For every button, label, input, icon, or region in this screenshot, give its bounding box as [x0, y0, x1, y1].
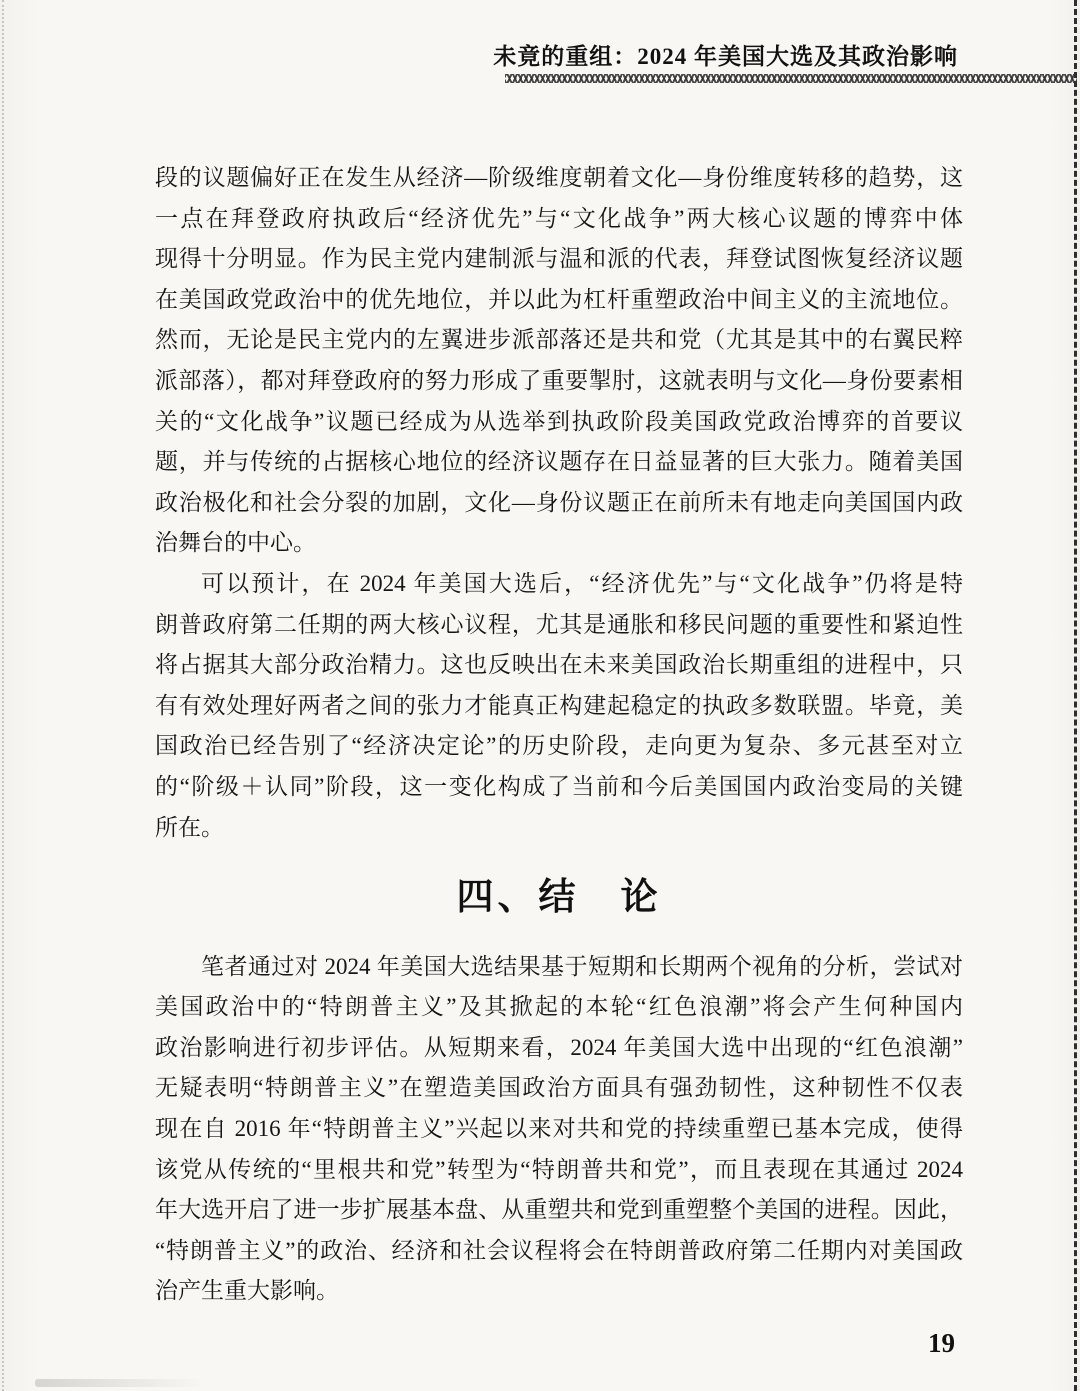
paragraph-forecast — [155, 564, 963, 848]
text-line: 一点在拜登政府执政后“经济优先”与“文化战争”两大核心议题的博弈中体 — [155, 205, 963, 231]
text-line: 关的“文化战争”议题已经成为从选举到执政阶段美国政党政治博弈的首要议 — [155, 408, 963, 434]
scan-artifact-shadow — [35, 1379, 205, 1387]
text-line: 无疑表明“特朗普主义”在塑造美国政治方面具有强劲韧性，这种韧性不仅表 — [155, 1075, 963, 1101]
text-line: 题，并与传统的占据核心地位的经济议题存在日益显著的巨大张力。随着美国 — [155, 449, 963, 475]
text-line: 有有效处理好两者之间的张力才能真正构建起稳定的执政多数联盟。毕竟，美 — [155, 692, 963, 718]
text-line: 的“阶级＋认同”阶段，这一变化构成了当前和今后美国国内政治变局的关键 — [155, 773, 963, 799]
text-line: 笔者通过对 2024 年美国大选结果基于短期和长期两个视角的分析，尝试对 — [201, 953, 963, 979]
text-line: 派部落），都对拜登政府的努力形成了重要掣肘，这就表明与文化—身份要素相 — [155, 367, 963, 393]
text-line: 政治影响进行初步评估。从短期来看，2024 年美国大选中出现的“红色浪潮” — [155, 1034, 963, 1060]
text-line: 政治极化和社会分裂的加剧，文化—身份议题正在前所未有地走向美国国内政 — [155, 489, 963, 515]
text-line: 所在。 — [155, 814, 224, 840]
text-line: 该党从传统的“里根共和党”转型为“特朗普共和党”，而且表现在其通过 2024 — [155, 1156, 963, 1182]
text-line: 朗普政府第二任期的两大核心议程，尤其是通胀和移民问题的重要性和紧迫性 — [155, 611, 963, 637]
text-line: 年大选开启了进一步扩展基本盘、从重塑共和党到重塑整个美国的进程。因此， — [155, 1197, 963, 1223]
text-line: 现在自 2016 年“特朗普主义”兴起以来对共和党的持续重塑已基本完成，使得 — [155, 1116, 963, 1142]
text-line: 然而，无论是民主党内的左翼进步派部落还是共和党（尤其是其中的右翼民粹 — [155, 327, 963, 353]
text-line: 治舞台的中心。 — [155, 530, 316, 556]
paragraph-continuation — [155, 158, 963, 564]
scan-edge-left — [2, 0, 4, 1391]
text-line: “特朗普主义”的政治、经济和社会议程将会在特朗普政府第二任期内对美国政 — [155, 1237, 963, 1263]
section-heading-conclusion: 四、结 论 — [456, 877, 662, 919]
text-line: 国政治已经告别了“经济决定论”的历史阶段，走向更为复杂、多元甚至对立 — [155, 733, 963, 759]
page-number: 19 — [928, 1328, 955, 1358]
header-decorative-rule — [505, 74, 1077, 83]
text-line: 段的议题偏好正在发生从经济—阶级维度朝着文化—身份维度转移的趋势，这 — [155, 165, 963, 190]
text-line: 美国政治中的“特朗普主义”及其掀起的本轮“红色浪潮”将会产生何种国内 — [155, 994, 963, 1020]
scan-edge-right — [1074, 0, 1077, 1391]
running-head-title: 未竟的重组：2024 年美国大选及其政治影响 — [493, 44, 958, 69]
paragraph-conclusion — [155, 947, 963, 1312]
text-line: 可以预计，在 2024 年美国大选后，“经济优先”与“文化战争”仍将是特 — [201, 570, 963, 596]
main-text-column — [155, 158, 963, 1312]
text-line: 治产生重大影响。 — [155, 1278, 339, 1304]
text-line: 在美国政党政治中的优先地位，并以此为杠杆重塑政治中间主义的主流地位。 — [155, 286, 963, 312]
text-line: 将占据其大部分政治精力。这也反映出在未来美国政治长期重组的进程中，只 — [155, 652, 963, 678]
text-line: 现得十分明显。作为民主党内建制派与温和派的代表，拜登试图恢复经济议题 — [155, 246, 963, 272]
